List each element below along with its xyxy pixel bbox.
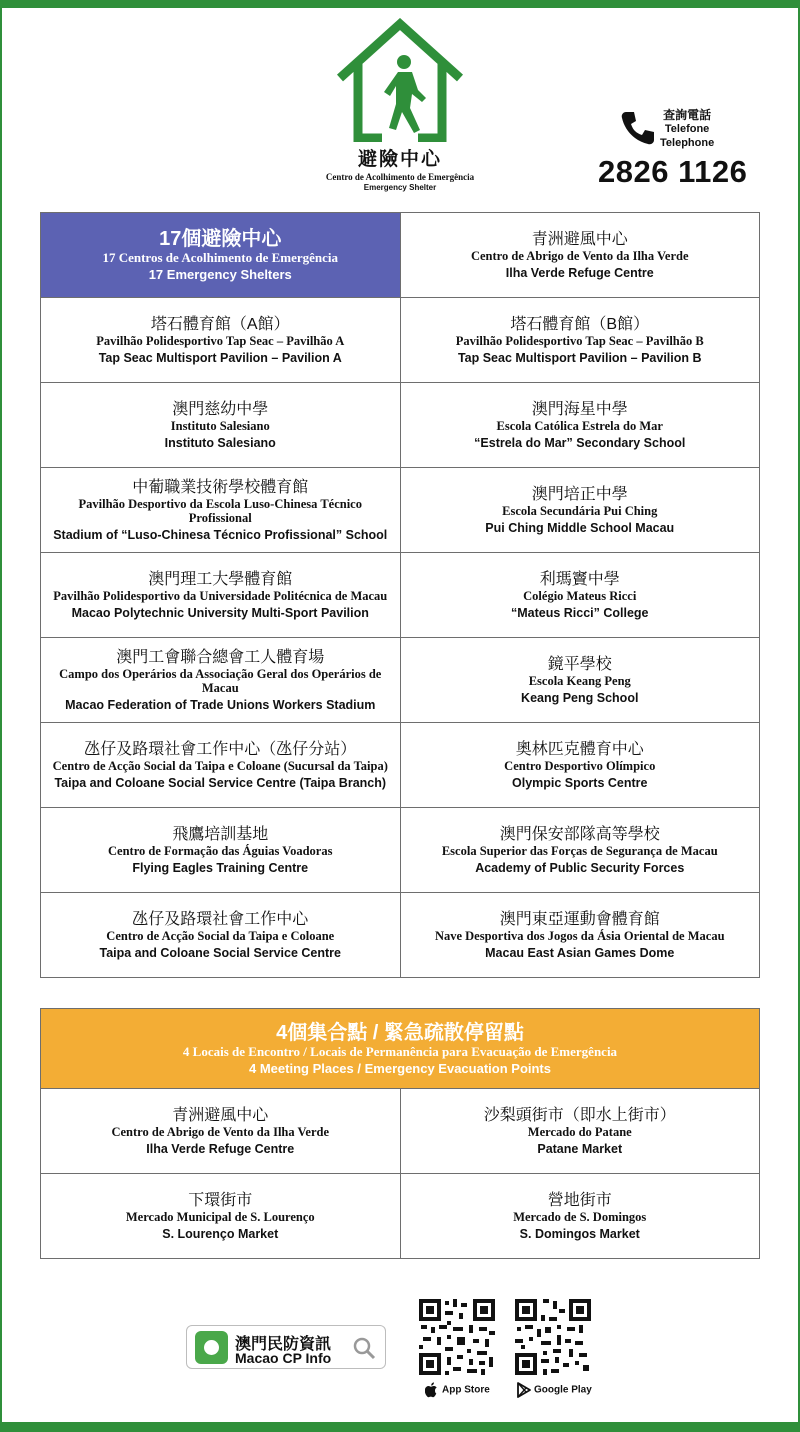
- shelter-name-zh: 澳門培正中學: [531, 486, 628, 504]
- phone-icon: [618, 108, 658, 148]
- emergency-shelter-logo: [310, 18, 490, 198]
- shelter-name-en: Flying Eagles Training Centre: [132, 860, 309, 875]
- meeting-points-header-pt: 4 Locais de Encontro / Locais de Permanência para Evacuação de Emergência: [182, 1043, 618, 1059]
- shelter-name-zh: 青洲避風中心: [531, 231, 628, 249]
- house-running-person-icon: [332, 18, 468, 142]
- shelter-name-zh: 氹仔及路環社會工作中心（氹仔分站）: [84, 741, 357, 759]
- shelter-name-en: Macau East Asian Games Dome: [485, 945, 675, 960]
- left-border: [0, 8, 2, 1422]
- telephone-block: [596, 104, 766, 194]
- shelter-cell: [400, 383, 760, 468]
- shelter-name-zh: 澳門東亞運動會體育館: [499, 911, 660, 929]
- shelter-name-pt: Centro de Acção Social da Taipa e Coloane (Sucursal da Taipa): [52, 759, 388, 774]
- shelter-cell: [41, 723, 401, 808]
- macao-cp-info-app-badge[interactable]: [186, 1325, 386, 1369]
- telephone-number[interactable]: 2826 1126: [598, 154, 748, 189]
- shelter-name-zh: 利瑪竇中學: [539, 571, 620, 589]
- shelter-name-pt: Escola Católica Estrela do Mar: [496, 419, 663, 434]
- shelter-name-pt: Centro Desportivo Olímpico: [504, 759, 656, 774]
- shelter-name-pt: Campo dos Operários da Associação Geral dos Operários de Macau: [59, 667, 382, 696]
- shelter-name-zh: 澳門保安部隊高等學校: [499, 826, 660, 844]
- meeting-points-header-en: 4 Meeting Places / Emergency Evacuation Points: [249, 1060, 551, 1076]
- shelter-name-pt: Colégio Mateus Ricci: [523, 589, 637, 604]
- app-name-zh: 澳門民防資訊: [235, 1336, 332, 1353]
- shelter-name-en: Taipa and Coloane Social Service Centre (Taipa Branch): [54, 775, 387, 790]
- meeting-point-name-en: Ilha Verde Refuge Centre: [146, 1141, 295, 1156]
- shelter-cell: [400, 638, 760, 723]
- shelter-name-pt: Escola Secundária Pui Ching: [502, 504, 658, 519]
- meeting-point-name-en: S. Lourenço Market: [162, 1226, 279, 1241]
- meeting-point-name-zh: 營地街市: [547, 1192, 612, 1210]
- google-play-link[interactable]: [517, 1382, 592, 1398]
- meeting-point-cell: [400, 1174, 760, 1259]
- meeting-point-name-pt: Mercado Municipal de S. Lourenço: [125, 1210, 315, 1225]
- shelter-name-zh: 澳門理工大學體育館: [148, 571, 293, 589]
- shelter-name-zh: 奧林匹克體育中心: [515, 741, 644, 759]
- shelter-name-pt: Escola Keang Peng: [528, 674, 631, 689]
- telephone-label-zh: 查詢電話: [663, 108, 712, 122]
- meeting-point-name-en: S. Domingos Market: [519, 1226, 640, 1241]
- shelter-name-pt: Centro de Formação das Águias Voadoras: [108, 844, 333, 859]
- shelter-cell: [400, 553, 760, 638]
- shelter-cell: [400, 723, 760, 808]
- shelters-header-pt: 17 Centros de Acolhimento de Emergência: [102, 250, 339, 266]
- meeting-points-table: [40, 1008, 760, 1259]
- shelters-table: [40, 212, 760, 978]
- top-border: [0, 0, 800, 8]
- shelter-name-en: Keang Peng School: [521, 690, 639, 705]
- shelters-header: [41, 213, 401, 298]
- app-store-label: App Store: [442, 1384, 490, 1396]
- shelter-name-en: “Estrela do Mar” Secondary School: [474, 435, 686, 450]
- meeting-point-name-pt: Mercado do Patane: [527, 1125, 632, 1140]
- shelter-name-en: Instituto Salesiano: [164, 435, 276, 450]
- shelter-cell: [41, 553, 401, 638]
- shelter-name-pt: Nave Desportiva dos Jogos da Ásia Oriental de Macau: [434, 929, 725, 944]
- meeting-point-name-en: Patane Market: [537, 1141, 623, 1156]
- meeting-point-name-pt: Mercado de S. Domingos: [513, 1210, 647, 1225]
- shelter-name-en: Macao Federation of Trade Unions Workers Stadium: [65, 697, 376, 712]
- meeting-point-name-zh: 沙梨頭街市（即水上街市）: [483, 1107, 676, 1125]
- shelter-cell: [400, 468, 760, 553]
- shelter-cell: [41, 383, 401, 468]
- shelter-name-zh: 鏡平學校: [547, 656, 612, 674]
- google-play-label: Google Play: [534, 1384, 592, 1396]
- shelter-name-zh: 澳門海星中學: [531, 401, 628, 419]
- shelter-cell: [400, 298, 760, 383]
- meeting-point-cell: [400, 1089, 760, 1174]
- search-icon: [352, 1336, 376, 1360]
- qr-code-icon[interactable]: [417, 1297, 497, 1377]
- shelter-name-pt: Centro de Abrigo de Vento da Ilha Verde: [470, 249, 689, 264]
- bottom-border: [0, 1422, 800, 1432]
- shelter-name-pt: Pavilhão Desportivo da Escola Luso-Chinesa Técnico Profissional: [78, 497, 362, 526]
- telephone-labels: [660, 108, 714, 150]
- shelter-cell: [41, 298, 401, 383]
- app-logo-icon: [195, 1331, 228, 1364]
- shelter-name-en: Olympic Sports Centre: [512, 775, 648, 790]
- shelter-name-pt: Instituto Salesiano: [170, 419, 270, 434]
- shelter-name-zh: 中葡職業技術學校體育館: [132, 478, 309, 496]
- apple-icon: [425, 1382, 439, 1398]
- shelter-name-zh: 塔石體育館（A館）: [150, 316, 290, 334]
- meeting-point-cell: [41, 1089, 401, 1174]
- shelters-header-zh: 17個避險中心: [159, 228, 282, 251]
- shelter-name-en: Academy of Public Security Forces: [475, 860, 685, 875]
- logo-title: 避險中心: [357, 149, 442, 170]
- shelter-name-zh: 澳門工會聯合總會工人體育場: [116, 648, 325, 666]
- meeting-point-name-zh: 下環街市: [188, 1192, 253, 1210]
- app-store-link[interactable]: [425, 1382, 490, 1398]
- shelter-name-en: Macao Polytechnic University Multi-Sport Pavilion: [71, 605, 369, 620]
- shelter-cell: [41, 893, 401, 978]
- logo-subtitle-en: Emergency Shelter: [363, 183, 437, 192]
- google-play-icon: [517, 1382, 531, 1398]
- telephone-label-en: Telephone: [660, 137, 715, 149]
- shelter-cell: [400, 213, 760, 298]
- shelter-name-en: “Mateus Ricci” College: [510, 605, 649, 620]
- shelter-name-zh: 飛鷹培訓基地: [172, 826, 269, 844]
- shelter-name-zh: 澳門慈幼中學: [172, 401, 269, 419]
- shelter-name-pt: Pavilhão Polidesportivo Tap Seac – Pavilhão A: [96, 334, 345, 349]
- meeting-point-name-pt: Centro de Abrigo de Vento da Ilha Verde: [111, 1125, 329, 1140]
- shelter-cell: [400, 808, 760, 893]
- shelter-cell: [400, 893, 760, 978]
- shelters-header-en: 17 Emergency Shelters: [148, 267, 292, 282]
- shelter-name-zh: 塔石體育館（B館）: [510, 316, 650, 334]
- meeting-points-header: [41, 1009, 760, 1089]
- shelter-cell: [41, 808, 401, 893]
- shelter-name-pt: Escola Superior das Forças de Segurança de Macau: [441, 844, 718, 859]
- meeting-points-header-zh: 4個集合點 / 緊急疏散停留點: [276, 1021, 524, 1044]
- shelter-name-en: Taipa and Coloane Social Service Centre: [99, 945, 342, 960]
- shelter-name-en: Tap Seac Multisport Pavilion – Pavilion A: [98, 350, 342, 365]
- telephone-label-pt: Telefone: [664, 123, 710, 135]
- qr-code-icon[interactable]: [513, 1297, 593, 1377]
- shelter-name-pt: Pavilhão Polidesportivo da Universidade Politécnica de Macau: [53, 589, 388, 604]
- shelter-name-zh: 氹仔及路環社會工作中心: [132, 911, 309, 929]
- shelter-name-en: Stadium of “Luso-Chinesa Técnico Profissional” School: [53, 527, 388, 542]
- app-name-en: Macao CP Info: [235, 1350, 332, 1366]
- meeting-point-name-zh: 青洲避風中心: [172, 1107, 269, 1125]
- shelter-cell: [41, 638, 401, 723]
- shelter-name-pt: Pavilhão Polidesportivo Tap Seac – Pavilhão B: [455, 334, 704, 349]
- logo-subtitle-pt: Centro de Acolhimento de Emergência: [325, 172, 475, 182]
- shelter-name-en: Ilha Verde Refuge Centre: [505, 265, 654, 280]
- shelter-cell: [41, 468, 401, 553]
- shelter-name-en: Pui Ching Middle School Macau: [485, 520, 675, 535]
- meeting-point-cell: [41, 1174, 401, 1259]
- shelter-name-en: Tap Seac Multisport Pavilion – Pavilion B: [457, 350, 702, 365]
- shelter-name-pt: Centro de Acção Social da Taipa e Coloane: [106, 929, 335, 944]
